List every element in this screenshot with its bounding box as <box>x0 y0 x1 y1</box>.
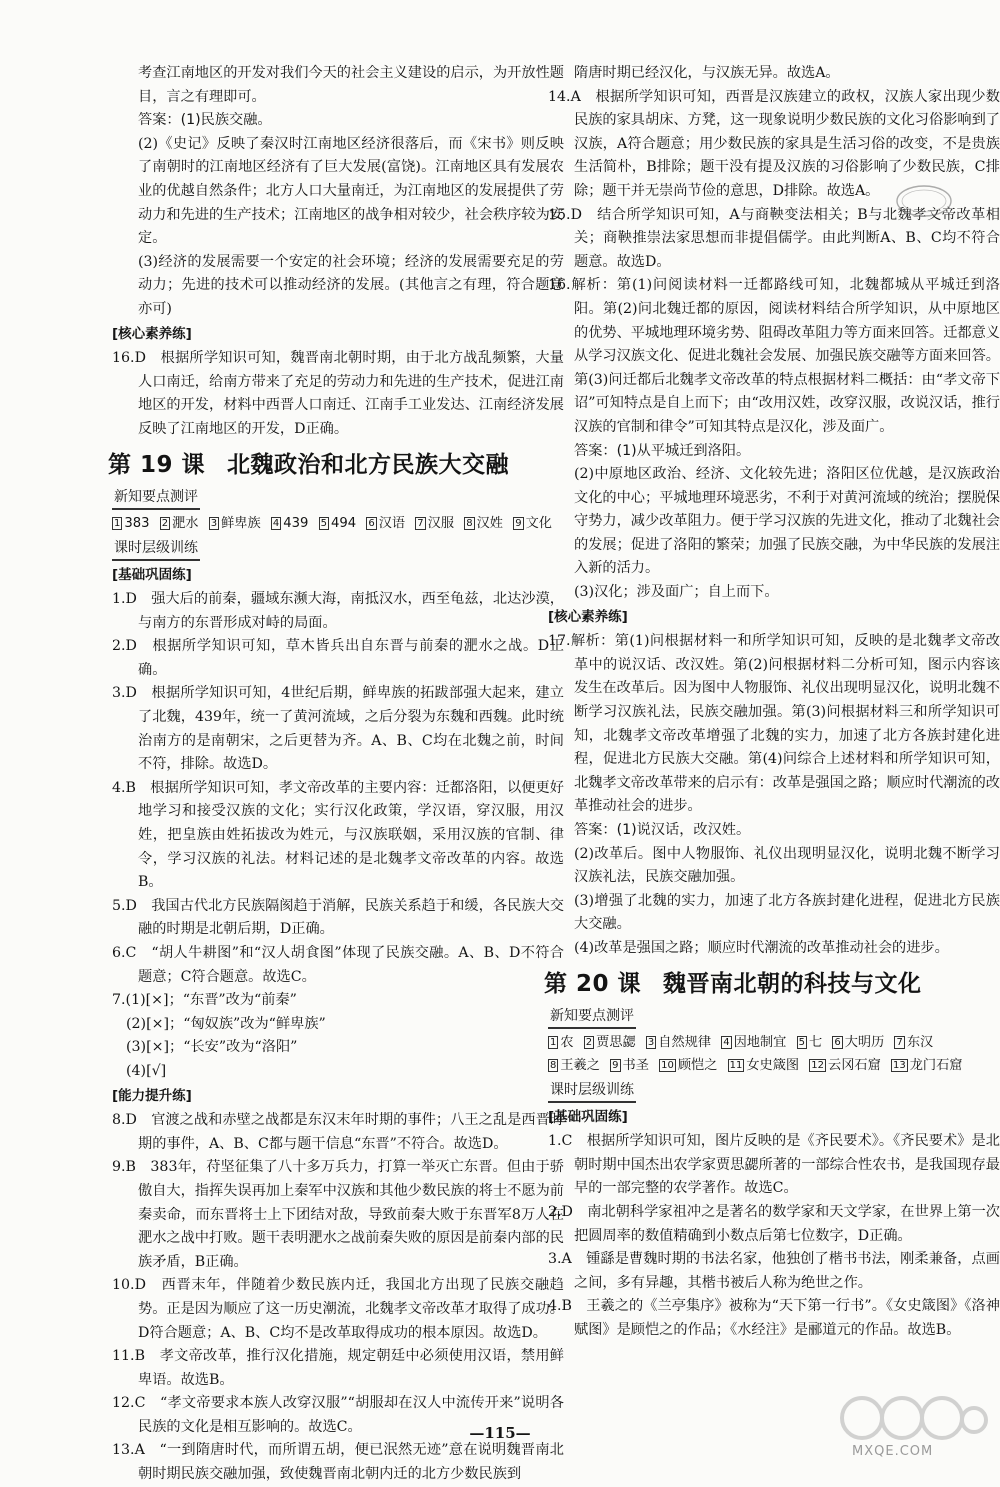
answer-tag <box>832 1035 884 1050</box>
answer-value: 王羲之 <box>560 1057 600 1073</box>
lesson-number: 第 19 课 <box>108 451 206 478</box>
question-answer: 15.D 结合所学知识可知，A与商鞅变法相关；B与北魏孝文帝改革相关；商鞅推崇法家思想而非提倡儒学。由此判断A、B、C均不符合题意。故选D。 <box>548 206 1000 270</box>
answer-number: 8 <box>550 1059 557 1071</box>
answer-number: 9 <box>515 517 522 529</box>
question-answer: 1.D 强大后的前秦，疆域东濒大海，南抵汉水，西至龟兹，北达沙漠，与南方的东晋形成对峙的局面。 <box>112 591 564 631</box>
answer-tag <box>271 516 309 531</box>
question-answer: 2.D 南北朝科学家祖冲之是著名的数学家和天文学家，在世界上第一次把圆周率的数值精确到小数点后第七位数字，D正确。 <box>548 1203 1000 1244</box>
subsection-label: [核心素养练] <box>548 608 628 625</box>
stamp-icon <box>895 184 953 218</box>
question-answer: 10.D 西晋末年，伴随着少数民族内迁，我国北方出现了民族交融趋势。正是因为顺应了这一历史潮流，北魏孝文帝改革才取得了成功。D符合题意；A、B、C均不是改革取得成功的根本原因。故选D。 <box>112 1277 564 1341</box>
lesson-heading <box>108 448 564 482</box>
answer-number: 9 <box>612 1059 619 1071</box>
answer-value: 鲜卑族 <box>221 515 261 531</box>
question-answer: 4.B 王羲之的《兰亭集序》被称为“天下第一行书”。《女史箴图》《洛神赋图》是顾恺之的作品；《水经注》是郦道元的作品。故选B。 <box>548 1298 1000 1338</box>
question-answer: 3.A 锺繇是曹魏时期的书法名家，他独创了楷书书法，刚柔兼备，点画之间，多有异趣，其楷书被后人称为绝世之作。 <box>548 1251 1000 1291</box>
question-answer: 8.D 官渡之战和赤壁之战都是东汉末年时期的事件；八王之乱是西晋时期的事件，A、B、C都与题干信息“东晋”不符合。故选D。 <box>112 1112 564 1152</box>
answer-value: 书圣 <box>622 1057 649 1073</box>
answer-tag <box>797 1035 823 1050</box>
answer-value: 农 <box>560 1034 574 1050</box>
answer-number: 12 <box>811 1059 825 1071</box>
answer-tag <box>809 1058 880 1073</box>
answer-tag <box>209 516 261 531</box>
answer-value: 大明历 <box>844 1034 885 1050</box>
answer-tag <box>728 1058 799 1073</box>
lesson-heading <box>544 967 1000 1001</box>
answer-value: 贾思勰 <box>596 1034 636 1050</box>
paragraph: (2)中原地区政治、经济、文化较先进；洛阳区位优越，是汉族政治文化的中心；平城地理环境恶劣，不利于对黄河流域的统治；摆脱保守势力，减少改革阻力。便于学习汉族的先进文化，推动了北魏社会的发展；促进了洛阳的繁荣；加强了民族交融，为中华民族的发展注入新的活力。 <box>574 466 1000 577</box>
answer-number: 13 <box>892 1059 906 1071</box>
subsection-label: [基础巩固练] <box>112 566 192 583</box>
paragraph: (3)经济的发展需要一个安定的社会环境；经济的发展需要充足的劳动力；先进的技术可以推动经济的发展。(其他言之有理，符合题意亦可) <box>138 253 564 317</box>
paragraph: (4)改革是强国之路；顺应时代潮流的改革推动社会的进步。 <box>574 939 949 956</box>
answer-value: 云冈石窟 <box>828 1057 881 1073</box>
answer-value: 439 <box>283 515 309 531</box>
answer-tag <box>415 516 454 531</box>
subsection-label: [能力提升练] <box>112 1087 192 1104</box>
answer-tag <box>891 1058 962 1073</box>
question-answer: 14.A 根据所学知识可知，西晋是汉族建立的政权，汉族人家出现少数民族的家具胡床、方凳，这一现象说明少数民族的文化习俗影响到了汉族，A符合题意；用少数民族的家具是生活习俗的改变，不是贵族生活简朴，B排除；题干没有提及汉族的习俗影响了少数民族，C排除；题干并无崇尚节俭的意思，D排除。故选A。 <box>548 88 1000 199</box>
answer-value: 顾恺之 <box>677 1057 718 1073</box>
answer-tag <box>610 1058 649 1073</box>
question-answer: 2.D 根据所学知识可知，草木皆兵出自东晋与前秦的淝水之战。D正确。 <box>112 638 564 678</box>
paragraph: (3)增强了北魏的实力，加速了北方各族封建化进程，促进北方民族大交融。 <box>574 892 1000 933</box>
section-heading-wrap <box>112 535 564 563</box>
section-heading: 课时层级训练 <box>548 1079 636 1103</box>
key-points-answers <box>548 1031 1000 1077</box>
question-answer: 4.B 根据所学知识可知，孝文帝改革的主要内容：迁都洛阳，以便更好地学习和接受汉族的文化；实行汉化政策，学汉语，穿汉服，用汉姓，把皇族由姓拓拔改为姓元，与汉族联姻，采用汉族的官制、律令，学习汉族的礼法。材料记述的是北魏孝文帝改革的内容。故选B。 <box>112 779 564 891</box>
subsection-label: [核心素养练] <box>112 325 192 342</box>
question-answer: 13.A “一到隋唐时代，而所谓五胡，便已泯然无迹”意在说明魏晋南北朝时期民族交融加强，致使魏晋南北朝内迁的北方少数民族到 <box>112 1442 564 1483</box>
answer-number: 1 <box>114 517 121 529</box>
answer-tag <box>366 516 405 531</box>
watermark-text: MXQE.COM <box>852 1444 934 1459</box>
answer-number: 4 <box>272 517 280 529</box>
answer-line: 答案：(1)民族交融。 <box>138 112 272 129</box>
question-answer: 1.C 根据所学知识可知，图片反映的是《齐民要术》。《齐民要术》是北朝时期中国杰出农学家贾思勰所著的一部综合性农书，是我国现存最早的一部完整的农学著作。故选C。 <box>548 1133 1000 1197</box>
paragraph: 考查江南地区的开发对我们今天的社会主义建设的启示，为开放性题目，言之有理即可。 <box>138 65 564 105</box>
answer-value: 汉姓 <box>476 515 503 531</box>
answer-value: 自然规律 <box>658 1034 712 1050</box>
section-heading: 课时层级训练 <box>112 537 200 561</box>
answer-number: 2 <box>585 1036 593 1048</box>
right-column <box>544 62 1000 1343</box>
answer-tag <box>548 1058 600 1073</box>
question-answer: 9.B 383年，苻坚征集了八十多万兵力，打算一举灭亡东晋。但由于骄傲自大，指挥失误再加上秦军中汉族和其他少数民族的将士不愿为前秦卖命，而东晋将士上下团结对敌，导致前秦大败于东晋军8万人在淝水之战中打败。题干表明淝水之战前秦失败的原因是前秦内部的民族矛盾，B正确。 <box>112 1159 564 1270</box>
subsection-label: [基础巩固练] <box>548 1108 628 1125</box>
answer-number: 4 <box>723 1036 730 1048</box>
answer-value: 七 <box>808 1034 823 1050</box>
answer-tag <box>584 1035 636 1050</box>
answer-number: 7 <box>896 1036 903 1048</box>
lesson-title: 北魏政治和北方民族大交融 <box>227 451 510 478</box>
page-number: —115— <box>469 1424 531 1442</box>
answer-number: 6 <box>368 517 375 529</box>
answer-tag <box>319 516 357 531</box>
section-heading-wrap <box>112 484 564 512</box>
answer-tag <box>646 1035 711 1050</box>
question-answer: 7.(1)[×]；“东晋”改为“前秦” <box>112 992 297 1009</box>
answer-number: 6 <box>834 1036 841 1048</box>
answer-tag <box>513 516 552 531</box>
paragraph: 隋唐时期已经汉化，与汉族无异。故选A。 <box>574 65 840 81</box>
answer-value: 淝水 <box>172 515 199 531</box>
answer-tag <box>112 516 150 531</box>
question-answer: 12.C “孝文帝要求本族人改穿汉服”“胡服却在汉人中流传开来”说明各民族的文化是相互影响的。故选C。 <box>112 1395 564 1435</box>
answer-line: 答案：(1)从平城迁到洛阳。 <box>574 442 751 459</box>
question-answer: 17.解析：第(1)问根据材料一和所学知识可知，反映的是北魏孝文帝改革中的说汉话、改汉姓。第(2)问根据材料二分析可知，图示内容该发生在改革后。因为图中人物服饰、礼仪出现明显汉化，说明北魏不断学习汉族礼法，民族交融加强。第(3)问根据材料三和所学知识可知，北魏孝文帝改革增强了北魏的实力，加速了北方各族封建化进程，促进北方民族大交融。第(4)问综合上述材料和所学知识可知，北魏孝文帝改革带来的启示有：改革是强国之路；顺应时代潮流的改革推动社会的进步。 <box>548 633 1000 815</box>
answer-tag <box>548 1035 574 1050</box>
answer-tag <box>464 516 503 531</box>
answer-subitem: (4)[√] <box>126 1062 167 1079</box>
lesson-number: 第 20 课 <box>544 970 642 997</box>
section-heading-wrap <box>548 1003 1000 1031</box>
answer-number: 5 <box>798 1036 805 1048</box>
question-answer: 16.D 根据所学知识可知，魏晋南北朝时期，由于北方战乱频繁，大量人口南迁，给南方带来了充足的劳动力和先进的生产技术，促进江南地区的开发，材料中西晋人口南迁、江南手工业发达、江南经济发展反映了江南地区的开发，D正确。 <box>112 350 564 437</box>
question-answer: 11.B 孝文帝改革，推行汉化措施，规定朝廷中必须使用汉语，禁用鲜卑语。故选B。 <box>112 1348 564 1388</box>
answer-subitem: (2)[×]；“匈奴族”改为“鲜卑族” <box>126 1015 326 1032</box>
answer-number: 3 <box>647 1036 655 1048</box>
answer-value: 文化 <box>525 515 552 531</box>
section-heading: 新知要点测评 <box>112 486 200 510</box>
answer-number: 10 <box>661 1059 674 1071</box>
section-heading-wrap <box>548 1077 1000 1105</box>
paragraph: (2)《史记》反映了秦汉时江南地区经济很落后，而《宋书》则反映了南朝时的江南地区经济有了巨大发展(富饶)。江南地区具有发展农业的优越自然条件；北方人口大量南迁，为江南地区的发展提供了劳动力和先进的生产技术；江南地区的战争相对较少，社会秩序较为安定。 <box>138 135 564 247</box>
answer-tag <box>659 1058 717 1073</box>
answer-value: 女史箴图 <box>746 1057 800 1073</box>
paragraph: (3)汉化；涉及面广；自上而下。 <box>574 584 779 601</box>
answer-number: 8 <box>466 517 473 529</box>
question-answer: 16.解析：第(1)问阅读材料一迁都路线可知，北魏都城从平城迁到洛阳。第(2)问北魏迁都的原因，阅读材料结合所学知识，从中原地区的优势、平城地理环境劣势、阻碍改革阻力等方面来回答。迁都意义从学习汉族文化、促进北魏社会发展、加强民族交融等方面来回答。第(3)问迁都后北魏孝文帝改革的特点根据材料二概括：由“孝文帝下诏”可知特点是自上而下；由“改用汉姓，改穿汉服，改说汉话，推行汉族的官制和律令”可知其特点是汉化，涉及面广。 <box>548 277 1000 435</box>
answer-number: 11 <box>729 1059 743 1071</box>
paragraph: (2)改革后。图中人物服饰、礼仪出现明显汉化，说明北魏不断学习汉族礼法，民族交融加强。 <box>574 845 1000 886</box>
answer-number: 5 <box>320 517 327 529</box>
answer-number: 2 <box>161 517 169 529</box>
answer-value: 494 <box>330 515 357 531</box>
answer-value: 东汉 <box>906 1034 934 1050</box>
answer-tag <box>160 516 199 531</box>
answer-value: 383 <box>124 515 150 531</box>
question-answer: 5.D 我国古代北方民族隔阂趋于消解，民族关系趋于和缓，各民族大交融的时期是北朝后期，D正确。 <box>112 897 564 938</box>
answer-tag <box>894 1035 933 1050</box>
answer-number: 1 <box>550 1036 557 1048</box>
answer-value: 因地制宜 <box>733 1034 787 1050</box>
left-column <box>108 62 564 1487</box>
lesson-title: 魏晋南北朝的科技与文化 <box>663 970 922 997</box>
answer-subitem: (3)[×]；“长安”改为“洛阳” <box>126 1039 298 1056</box>
question-answer: 3.D 根据所学知识可知，4世纪后期，鲜卑族的拓跋部强大起来，建立了北魏，439年，统一了黄河流域，之后分裂为东魏和西魏。此时统治南方的是南朝宋，之后更替为齐。A、B、C均在北魏之前，时间不符，排除。故选D。 <box>112 685 564 773</box>
answer-number: 7 <box>417 517 424 529</box>
answer-value: 汉语 <box>378 515 406 531</box>
section-heading: 新知要点测评 <box>548 1005 636 1029</box>
key-points-answers <box>112 512 564 535</box>
answer-value: 龙门石窟 <box>909 1057 963 1073</box>
answer-line: 答案：(1)说汉话，改汉姓。 <box>574 822 751 838</box>
answer-number: 3 <box>210 517 218 529</box>
answer-value: 汉服 <box>427 515 455 531</box>
question-answer: 6.C “胡人牛耕图”和“汉人胡食图”体现了民族交融。A、B、D不符合题意；C符合题意。故选C。 <box>112 945 564 985</box>
answer-tag <box>721 1035 786 1050</box>
